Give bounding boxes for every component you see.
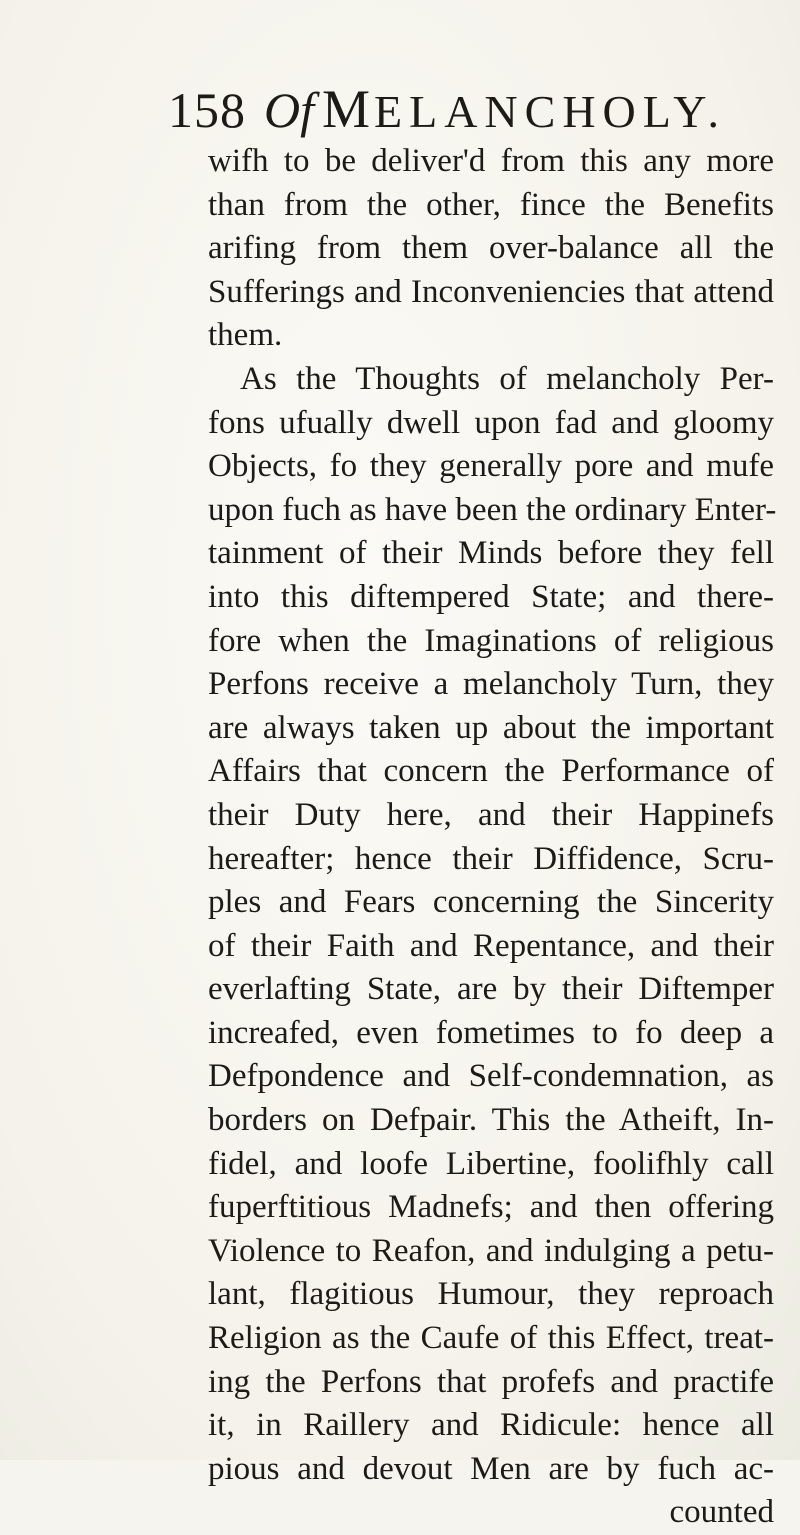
- text-line: than from the other, fince the Benefits: [208, 186, 774, 223]
- text-line: increafed, even fometimes to fo deep a: [208, 1014, 774, 1051]
- text-line: Sufferings and Inconveniencies that attend: [208, 273, 774, 310]
- running-header-rest: ELANCHOLY.: [374, 86, 727, 137]
- text-line: fidel, and loofe Libertine, foolifhly call: [208, 1145, 774, 1182]
- text-line: their Duty here, and their Happinefs: [208, 796, 774, 833]
- body-text: [208, 140, 777, 1535]
- text-line: ples and Fears concerning the Sincerity: [208, 884, 774, 921]
- text-line: Violence to Reafon, and indulging a petu-: [208, 1232, 774, 1269]
- text-line: borders on Defpair. This the Atheift, In-: [208, 1102, 774, 1139]
- text-line: of their Faith and Repentance, and their: [208, 927, 774, 964]
- text-line: everlafting State, are by their Diftemper: [208, 971, 774, 1008]
- text-line: Perfons receive a melancholy Turn, they: [208, 666, 774, 703]
- text-line: Religion as the Caufe of this Effect, treat-: [208, 1320, 774, 1357]
- text-line: arifing from them over-balance all the: [208, 230, 774, 267]
- page-number: 158: [168, 82, 246, 138]
- running-header-of: Of: [264, 82, 314, 138]
- text-line: Objects, fo they generally pore and mufe: [208, 448, 774, 485]
- text-line: pious and devout Men are by fuch ac-: [208, 1450, 774, 1487]
- text-line: into this diftempered State; and there-: [208, 578, 774, 615]
- running-header-initial: M: [322, 79, 375, 139]
- text-line: fore when the Imaginations of religious: [208, 622, 774, 659]
- text-line: lant, flagitious Humour, they reproach: [208, 1276, 774, 1313]
- text-line: fuperftitious Madnefs; and then offering: [208, 1189, 774, 1226]
- text-line: Affairs that concern the Performance of: [208, 753, 774, 790]
- running-header: [168, 78, 726, 142]
- text-line: fons ufually dwell upon fad and gloomy: [208, 404, 774, 441]
- text-line: tainment of their Minds before they fell: [208, 535, 774, 572]
- text-line: are always taken up about the important: [208, 709, 774, 746]
- text-line: As the Thoughts of melancholy Per-: [240, 360, 774, 397]
- text-line: ing the Perfons that profefs and practife: [208, 1363, 774, 1400]
- text-line: wifh to be deliver'd from this any more: [208, 143, 774, 179]
- running-header-title: [322, 78, 726, 140]
- text-line: upon fuch as have been the ordinary Enter-: [208, 491, 777, 528]
- text-line: it, in Raillery and Ridicule: hence all: [208, 1407, 774, 1444]
- text-line: Defpondence and Self-condemnation, as: [208, 1058, 774, 1095]
- catchword: counted: [669, 1494, 774, 1531]
- text-line: them.: [208, 317, 283, 354]
- text-line: hereafter; hence their Diffidence, Scru-: [208, 840, 774, 877]
